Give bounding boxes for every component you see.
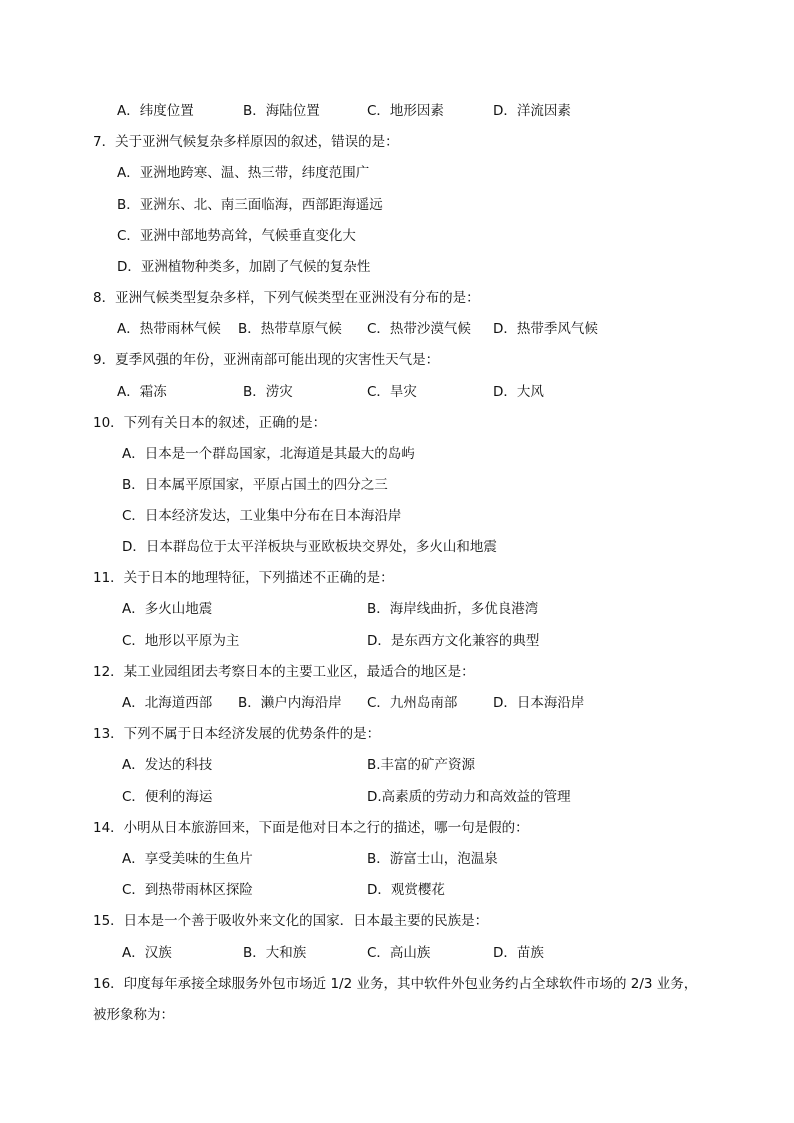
q13-option-d: D.高素质的劳动力和高效益的管理: [367, 789, 571, 805]
q12-option-c: C．九州岛南部: [367, 695, 458, 711]
q11-option-b: B．海岸线曲折，多优良港湾: [367, 601, 539, 617]
q7-option-a: A．亚洲地跨寒、温、热三带，纬度范围广: [117, 165, 370, 181]
q11-stem: 11．关于日本的地理特征，下列描述不正确的是：: [93, 570, 394, 586]
q8-stem: 8．亚洲气候类型复杂多样，下列气候类型在亚洲没有分布的是：: [93, 290, 480, 306]
q13-option-a: A．发达的科技: [122, 757, 213, 773]
q6-option-c: C．地形因素: [367, 103, 444, 119]
q13-option-c: C．便利的海运: [122, 789, 213, 805]
q10-option-d: D．日本群岛位于太平洋板块与亚欧板块交界处，多火山和地震: [122, 539, 497, 555]
q8-option-c: C．热带沙漠气候: [367, 321, 471, 337]
q12-option-b: B．濑户内海沿岸: [238, 695, 342, 711]
q10-option-c: C．日本经济发达，工业集中分布在日本海沿岸: [122, 508, 402, 524]
q9-option-a: A．霜冻: [117, 384, 167, 400]
q9-stem: 9．夏季风强的年份，亚洲南部可能出现的灾害性天气是：: [93, 352, 440, 368]
q14-option-d: D．观赏樱花: [367, 882, 445, 898]
q9-option-b: B．涝灾: [243, 384, 293, 400]
q13-option-b: B.丰富的矿产资源: [367, 757, 476, 773]
q7-option-d: D．亚洲植物种类多，加剧了气候的复杂性: [117, 259, 371, 275]
q16-stem-line2: 被形象称为：: [93, 1007, 174, 1023]
q8-option-a: A．热带雨林气候: [117, 321, 221, 337]
q11-option-c: C．地形以平原为主: [122, 633, 240, 649]
q12-stem: 12．某工业园组团去考察日本的主要工业区，最适合的地区是：: [93, 664, 475, 680]
q12-option-a: A．北海道西部: [122, 695, 213, 711]
q10-stem: 10．下列有关日本的叙述，正确的是：: [93, 415, 327, 431]
q7-option-b: B．亚洲东、北、南三面临海，西部距海遥远: [117, 197, 383, 213]
q10-option-a: A．日本是一个群岛国家，北海道是其最大的岛屿: [122, 446, 415, 462]
q14-option-a: A．享受美味的生鱼片: [122, 851, 253, 867]
q15-stem: 15．日本是一个善于吸收外来文化的国家．日本最主要的民族是：: [93, 913, 489, 929]
q12-option-d: D．日本海沿岸: [493, 695, 585, 711]
q11-option-d: D．是东西方文化兼容的典型: [367, 633, 540, 649]
q8-option-d: D．热带季风气候: [493, 321, 598, 337]
q8-option-b: B．热带草原气候: [238, 321, 342, 337]
q6-option-a: A．纬度位置: [117, 103, 194, 119]
q16-stem-line1: 16．印度每年承接全球服务外包市场近 1/2 业务，其中软件外包业务约占全球软件市场的 2/3 业务，: [93, 976, 698, 992]
q13-stem: 13．下列不属于日本经济发展的优势条件的是：: [93, 726, 381, 742]
q9-option-d: D．大风: [493, 384, 544, 400]
q6-option-d: D．洋流因素: [493, 103, 571, 119]
q15-option-b: B．大和族: [243, 945, 307, 961]
q6-option-b: B．海陆位置: [243, 103, 320, 119]
q15-option-c: C．高山族: [367, 945, 431, 961]
q14-option-c: C．到热带雨林区探险: [122, 882, 253, 898]
q15-option-a: A．汉族: [122, 945, 172, 961]
q7-option-c: C．亚洲中部地势高耸，气候垂直变化大: [117, 228, 356, 244]
q9-option-c: C．旱灾: [367, 384, 417, 400]
q11-option-a: A．多火山地震: [122, 601, 213, 617]
q15-option-d: D．苗族: [493, 945, 544, 961]
q10-option-b: B．日本属平原国家，平原占国土的四分之三: [122, 477, 388, 493]
q7-stem: 7．关于亚洲气候复杂多样原因的叙述，错误的是：: [93, 134, 399, 150]
q14-option-b: B．游富士山，泡温泉: [367, 851, 498, 867]
q14-stem: 14．小明从日本旅游回来，下面是他对日本之行的描述，哪一句是假的：: [93, 820, 529, 836]
